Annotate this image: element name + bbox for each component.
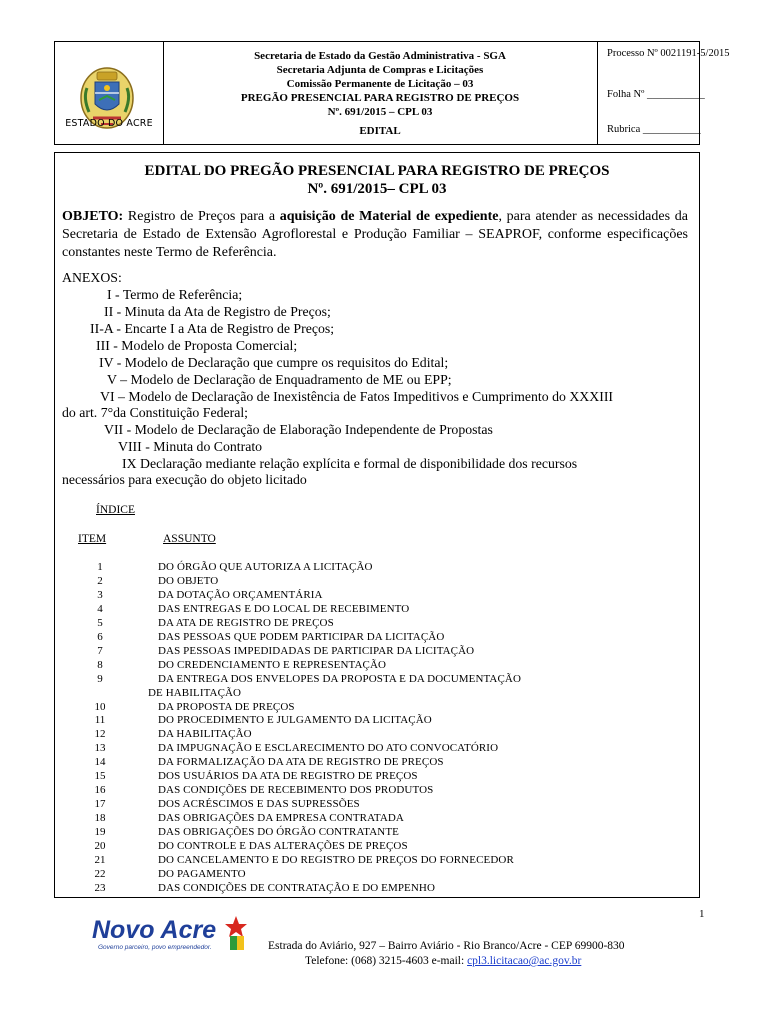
toc-item-title: DAS ENTREGAS E DO LOCAL DE RECEBIMENTO (158, 602, 410, 615)
toc-item-title: DAS PESSOAS QUE PODEM PARTICIPAR DA LICITAÇÃO (158, 630, 445, 643)
toc-item-title: DAS OBRIGAÇÕES DO ÓRGÃO CONTRATANTE (158, 826, 399, 839)
footer-address: Estrada do Aviário, 927 – Bairro Aviário - Rio Branco/Acre - CEP 69900-830 (268, 940, 625, 952)
toc-item-number: 16 (94, 784, 106, 797)
toc-item-title: DOS ACRÉSCIMOS E DAS SUPRESSÕES (158, 798, 360, 811)
rubrica-field: Rubrica ___________ (607, 124, 701, 135)
toc-item-title: DOS USUÁRIOS DA ATA DE REGISTRO DE PREÇOS (158, 770, 418, 783)
toc-item-title: DA DOTAÇÃO ORÇAMENTÁRIA (158, 588, 323, 601)
toc-item-number: 18 (94, 812, 106, 825)
anexo-item: II - Minuta da Ata de Registro de Preços; (104, 304, 331, 319)
toc-item-title: DO CONTROLE E DAS ALTERAÇÕES DE PREÇOS (158, 840, 408, 852)
toc-item-number: 2 (97, 574, 103, 587)
document-title: EDITAL DO PREGÃO PRESENCIAL PARA REGISTRO DE PREÇOS (144, 163, 610, 179)
toc-item-number: 12 (94, 728, 106, 741)
header-line-adjunta: Secretaria Adjunta de Compras e Licitações (276, 64, 484, 76)
anexo-item: I - Termo de Referência; (107, 287, 243, 302)
toc-item-title: DO ÓRGÃO QUE AUTORIZA A LICITAÇÃO (158, 561, 373, 573)
toc-item-title: DO CANCELAMENTO E DO REGISTRO DE PREÇOS DO FORNECEDOR (158, 853, 514, 866)
toc-item-number: 9 (97, 672, 103, 685)
toc-item-number: 17 (94, 798, 106, 811)
toc-item-number: 20 (94, 840, 106, 852)
document-header (54, 41, 730, 145)
toc-item-number: 7 (97, 644, 103, 657)
svg-text:Novo Acre: Novo Acre (92, 916, 217, 944)
toc-item-number: 19 (94, 826, 106, 839)
header-line-pregao: PREGÃO PRESENCIAL PARA REGISTRO DE PREÇOS (240, 92, 520, 104)
toc-item-title: DA ENTREGA DOS ENVELOPES DA PROPOSTA E DA DOCUMENTAÇÃO (158, 672, 522, 685)
toc-assunto-column-header: ASSUNTO (163, 533, 216, 545)
anexo-item: IX Declaração mediante relação explícita e formal de disponibilidade dos recursos (122, 456, 578, 471)
state-name: ESTADO DO ACRE (65, 118, 153, 129)
toc-item-title: DAS OBRIGAÇÕES DA EMPRESA CONTRATADA (158, 812, 404, 825)
toc-item-number: 10 (94, 700, 106, 713)
svg-text:Governo parceiro, povo empreen: Governo parceiro, povo empreendedor. (98, 944, 212, 951)
toc-item-number: 13 (94, 742, 106, 755)
toc-item-number: 23 (94, 881, 106, 894)
toc-item-title: DA ATA DE REGISTRO DE PREÇOS (158, 616, 334, 629)
toc-item-number: 14 (94, 756, 106, 769)
header-line-secretaria: Secretaria de Estado da Gestão Administrativa - SGA (254, 50, 506, 62)
processo-number: Processo Nº 0021191-5/2015 (607, 48, 730, 59)
objeto-label: OBJETO: (62, 209, 124, 224)
header-logo-cell (55, 42, 164, 144)
toc-item-title: DA FORMALIZAÇÃO DA ATA DE REGISTRO DE PREÇOS (158, 756, 444, 769)
anexo-item: II-A - Encarte I a Ata de Registro de Preços; (90, 321, 335, 336)
toc-item-title: DAS CONDIÇÕES DE RECEBIMENTO DOS PRODUTOS (158, 784, 434, 797)
header-line-comissao: Comissão Permanente de Licitação – 03 (286, 78, 474, 90)
anexos-label: ANEXOS: (62, 270, 122, 285)
document-subtitle: Nº. 691/2015– CPL 03 (307, 181, 447, 197)
objeto-text-bold: aquisição de Material de expediente (279, 209, 499, 224)
objeto-paragraph (62, 208, 688, 262)
anexo-item: V – Modelo de Declaração de Enquadramento de ME ou EPP; (107, 372, 452, 387)
toc-item-title: DO OBJETO (158, 574, 219, 587)
header-title-cell (163, 42, 598, 144)
anexo-item: VI – Modelo de Declaração de Inexistência de Fatos Impeditivos e Cumprimento do XXXIII (100, 389, 614, 404)
header-line-edital: EDITAL (359, 125, 401, 137)
toc-item-title: DA PROPOSTA DE PREÇOS (158, 700, 295, 713)
folha-field: Folha Nº ___________ (607, 89, 705, 100)
header-line-numero: Nº. 691/2015 – CPL 03 (327, 106, 433, 118)
toc-item-title: DAS CONDIÇÕES DE CONTRATAÇÃO E DO EMPENHO (158, 881, 436, 894)
footer-email-link[interactable]: cpl3.licitacao@ac.gov.br (467, 955, 582, 967)
anexo-item: VII - Modelo de Declaração de Elaboração Independente de Propostas (104, 422, 493, 437)
indice-heading: ÍNDICE (96, 504, 135, 516)
toc-item-title: DA HABILITAÇÃO (158, 728, 252, 741)
anexo-item: IV - Modelo de Declaração que cumpre os requisitos do Edital; (99, 355, 449, 370)
toc-item-number: 11 (94, 714, 106, 727)
toc-item-number: 1 (97, 561, 103, 573)
toc-item-title: DO PAGAMENTO (158, 867, 246, 880)
page-number: 1 (699, 908, 705, 920)
toc-item-title: DO PROCEDIMENTO E JULGAMENTO DA LICITAÇÃO (158, 714, 432, 727)
anexo-item: III - Modelo de Proposta Comercial; (96, 338, 298, 353)
footer-contact (305, 955, 581, 967)
toc-item-number: 21 (94, 853, 106, 866)
toc-item-number: 3 (97, 588, 103, 601)
novo-acre-logo-icon (90, 912, 260, 956)
objeto-text-pre: Registro de Preços para a (123, 209, 280, 224)
toc-item-number: 6 (97, 630, 103, 643)
anexo-item-continuation: necessários para execução do objeto licitado (62, 472, 307, 487)
footer-phone: Telefone: (068) 3215-4603 e-mail: (305, 955, 465, 967)
anexo-item: VIII - Minuta do Contrato (118, 439, 263, 454)
toc-item-number: 4 (97, 602, 103, 615)
objeto-text-post: , para atender as necessidades da Secretaria de Estado de Extensão Agroflorestal e Produção Familiar – SEAPROF, conforme especificações constantes neste Termo de Referência. (62, 209, 688, 260)
toc-item-title: DO CREDENCIAMENTO E REPRESENTAÇÃO (158, 658, 387, 671)
toc-item-title: DE HABILITAÇÃO (148, 686, 242, 699)
toc-item-number: 22 (94, 867, 106, 880)
toc-item-column-header: ITEM (78, 533, 107, 545)
toc-item-number: 15 (94, 770, 106, 783)
anexo-item-continuation: do art. 7°da Constituição Federal; (62, 405, 248, 420)
toc-item-number: 8 (97, 658, 103, 671)
toc-item-title: DAS PESSOAS IMPEDIDADAS DE PARTICIPAR DA LICITAÇÃO (158, 644, 475, 657)
toc-item-title: DA IMPUGNAÇÃO E ESCLARECIMENTO DO ATO CONVOCATÓRIO (158, 742, 499, 755)
header-process-cell (597, 42, 730, 144)
toc-item-number: 5 (97, 616, 103, 629)
